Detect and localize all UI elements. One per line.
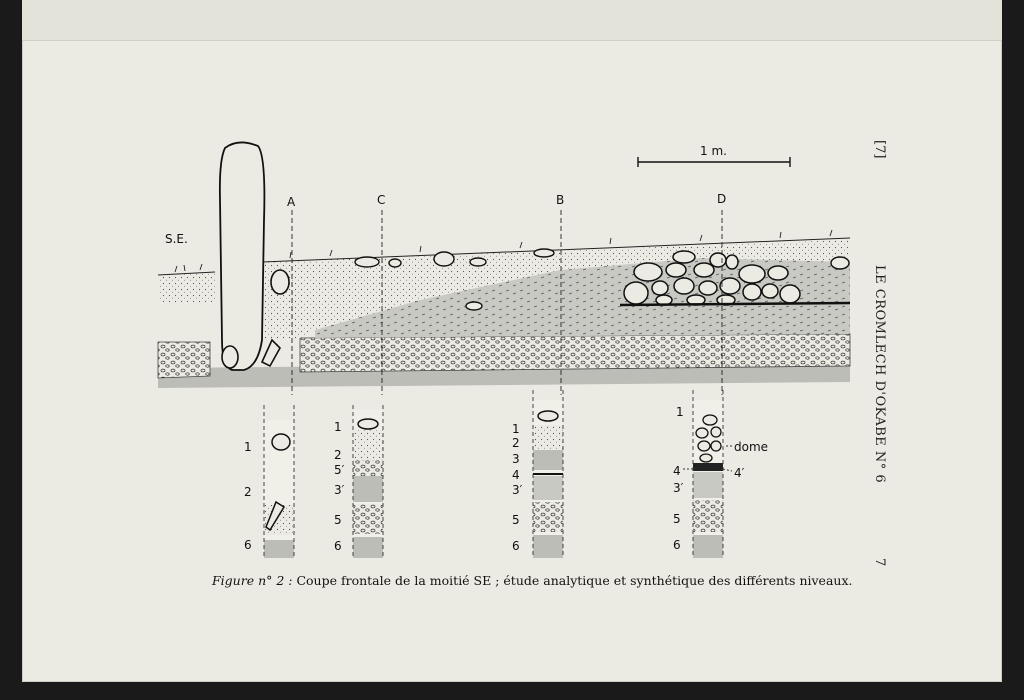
svg-text:1: 1 (676, 405, 684, 419)
scale-bar (638, 144, 790, 167)
svg-text:3′: 3′ (512, 483, 523, 497)
orientation-label: S.E. (165, 232, 188, 246)
svg-text:1: 1 (244, 440, 252, 454)
section-label-b: B (556, 193, 565, 207)
svg-text:4: 4 (673, 464, 681, 478)
standing-stone (220, 142, 265, 370)
figure-caption (212, 573, 853, 588)
running-title: LE CROMLECH D'OKABE N° 6 (872, 265, 887, 484)
scale-label: 1 m. (700, 144, 727, 158)
svg-text:2: 2 (334, 448, 342, 462)
cross-section-profile (158, 142, 850, 388)
level-4-prime-annotation: 4′ (734, 466, 745, 480)
svg-text:6: 6 (334, 539, 342, 553)
svg-text:5: 5 (334, 513, 342, 527)
column-d (673, 390, 768, 558)
svg-text:3′: 3′ (673, 481, 684, 495)
svg-text:3: 3 (512, 452, 520, 466)
column-b (512, 390, 563, 558)
section-label-d: D (717, 192, 727, 206)
svg-text:5′: 5′ (334, 463, 345, 477)
caption-lead: Figure n° 2 : (212, 573, 293, 588)
svg-text:3′: 3′ (334, 483, 345, 497)
svg-text:5: 5 (512, 513, 520, 527)
svg-text:6: 6 (673, 538, 681, 552)
svg-text:2: 2 (512, 436, 520, 450)
svg-text:2: 2 (244, 485, 252, 499)
section-label-c: C (377, 193, 386, 207)
page-number: 7 (872, 558, 887, 567)
svg-text:1: 1 (512, 422, 520, 436)
svg-text:6: 6 (512, 539, 520, 553)
column-c (334, 405, 383, 558)
svg-text:5: 5 (673, 512, 681, 526)
section-label-a: A (287, 195, 296, 209)
column-a (244, 405, 294, 558)
svg-text:6: 6 (244, 538, 252, 552)
dome-annotation: dome (734, 440, 769, 454)
svg-text:1: 1 (334, 420, 342, 434)
svg-text:4: 4 (512, 468, 520, 482)
header-bracket: [7] (872, 140, 887, 159)
caption-text: Coupe frontale de la moitié SE ; étude analytique et synthétique des différents niveaux. (292, 573, 853, 588)
